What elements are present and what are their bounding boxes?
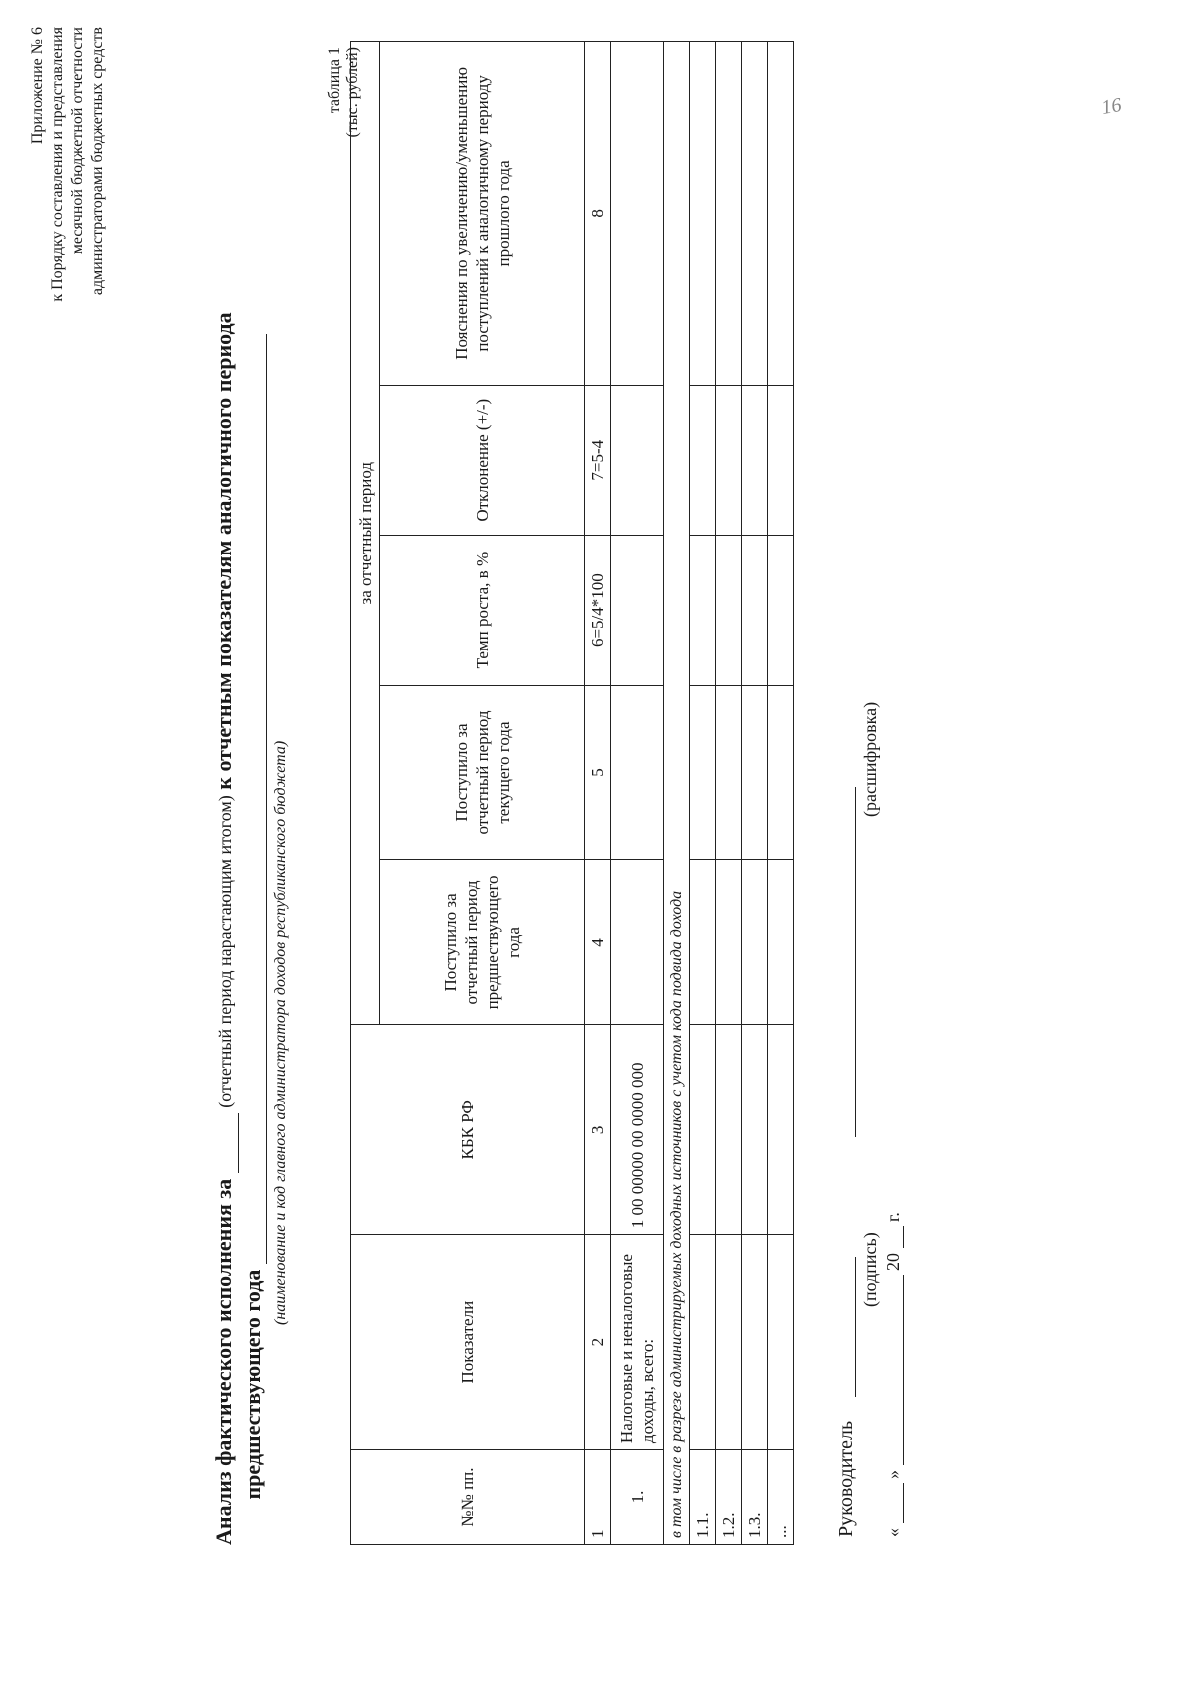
appendix-line-2: к Порядку составления и представления [49,27,66,302]
total-prev-year [611,860,664,1025]
total-explanation [611,42,664,386]
table-unit: (тыс. рублей) [344,47,361,138]
header-explanation: Пояснения по увеличению/уменьшению поступлений к аналогичному периоду прошлого года [380,42,585,386]
page-number: 16 [1099,93,1124,120]
header-prev-year: Поступило за отчетный период предшествующего года [380,860,585,1025]
period-blank [218,1113,239,1173]
appendix-line-1: Приложение № 6 [29,27,46,145]
document-title [210,45,267,1545]
title-part-4: предшествующего года [240,1269,265,1500]
col-num-2: 2 [585,1235,611,1450]
header-period-group: за отчетный период [351,42,380,1025]
sub-row-num-2: 1.2. [716,1450,742,1545]
column-number-row [585,42,611,1545]
appendix-note [28,27,108,337]
signer-label: Руководитель [835,1420,857,1537]
header-row-1 [351,42,380,1545]
header-kbk: КБК РФ [351,1025,585,1235]
total-row [611,42,664,1545]
date-row [883,1212,904,1537]
header-indicator: Показатели [351,1235,585,1450]
year-prefix: 20 [883,1253,903,1271]
appendix-line-3: месячной бюджетной отчетности [69,27,86,255]
decode-line [855,787,856,1137]
date-close-quote: » [883,1470,903,1479]
total-growth [611,535,664,685]
administrator-blank [246,334,267,1264]
title-part-1: Анализ фактического исполнения за [211,1178,236,1545]
table-row [742,42,768,1545]
title-part-2: (отчетный период нарастающим итогом) [215,795,235,1108]
col-num-5: 5 [585,685,611,860]
header-num: №№ пп. [351,1450,585,1545]
signature-line [855,1257,856,1397]
day-blank [883,1484,904,1524]
header-deviation: Отклонение (+/-) [380,385,585,535]
table-row [716,42,742,1545]
date-open-quote: « [883,1528,903,1537]
total-kbk: 1 00 00000 00 0000 000 [611,1025,664,1235]
table-row [768,42,794,1545]
decode-caption: (расшифровка) [860,701,880,817]
month-blank [883,1276,904,1466]
administrator-caption: (наименование и код главного администратора доходов республиканского бюджета) [272,740,289,1325]
col-num-3: 3 [585,1025,611,1235]
section-note: в том числе в разрезе администрируемых доходных источников с учетом кода подвида дохода [664,42,690,1545]
col-num-4: 4 [585,860,611,1025]
analysis-table [350,41,794,1545]
total-num: 1. [611,1450,664,1545]
table-label: таблица 1 [326,47,343,114]
appendix-line-4: администраторами бюджетных средств [89,27,106,296]
year-blank [883,1227,904,1249]
sub-row-num-4: ... [768,1450,794,1545]
col-num-7: 7=5-4 [585,385,611,535]
header-curr-year: Поступило за отчетный период текущего года [380,685,585,860]
section-note-row [664,42,690,1545]
header-growth: Темп роста, в % [380,535,585,685]
sub-row-num-1: 1.1. [690,1450,716,1545]
table-row [690,42,716,1545]
col-num-8: 8 [585,42,611,386]
title-part-3: к отчетным показателям аналогичного периода [211,312,236,790]
signature-caption: (подпись) [860,1232,880,1307]
col-num-6: 6=5/4*100 [585,535,611,685]
total-deviation [611,385,664,535]
total-curr-year [611,685,664,860]
col-num-1: 1 [585,1450,611,1545]
year-suffix: г. [883,1212,903,1222]
total-indicator: Налоговые и неналоговые доходы, всего: [611,1235,664,1450]
sub-row-num-3: 1.3. [742,1450,768,1545]
